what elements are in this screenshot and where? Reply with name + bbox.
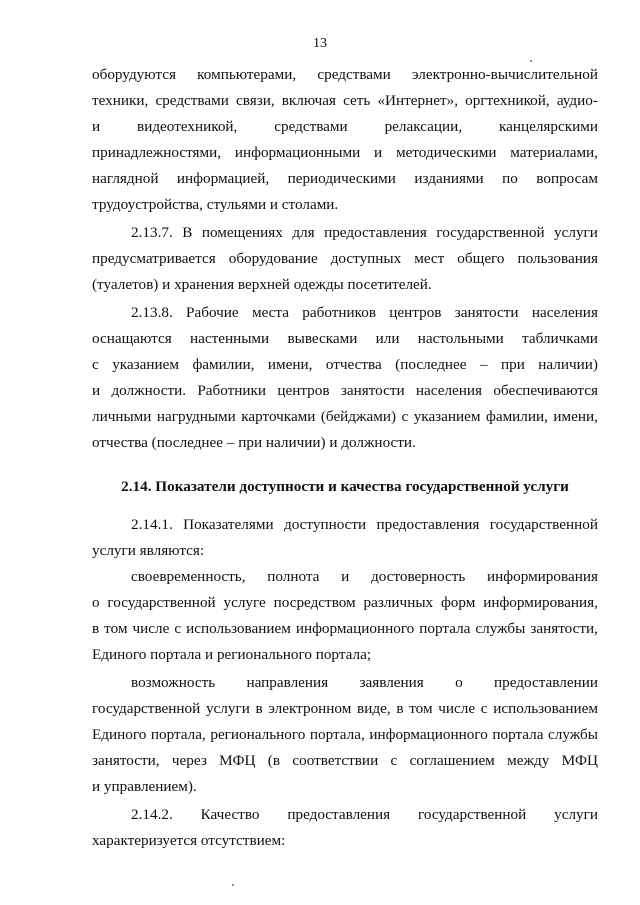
- word: услуге: [223, 594, 266, 611]
- word: по: [502, 170, 518, 187]
- word: портала: [492, 726, 544, 743]
- word: вывесками: [287, 330, 358, 347]
- word: в: [92, 620, 100, 637]
- word: и: [92, 118, 101, 135]
- text-line: [92, 170, 598, 188]
- word: карточками: [241, 408, 316, 425]
- text-line: и управлением).: [92, 778, 197, 795]
- word: использованием: [186, 620, 291, 637]
- word: наличии): [538, 356, 598, 373]
- word: мест: [414, 250, 445, 267]
- word: своевременность,: [131, 568, 246, 585]
- word: информационного: [369, 726, 488, 743]
- word: Рабочие: [186, 304, 239, 321]
- word: имени,: [267, 356, 313, 373]
- text-line: (туалетов) и хранения верхней одежды посетителей.: [92, 276, 432, 293]
- text-line: отчества (последнее – при наличии) и должности.: [92, 434, 416, 451]
- word: виде,: [357, 700, 391, 717]
- word: государственной: [107, 594, 216, 611]
- word: должности.: [111, 382, 187, 399]
- word: предоставления: [287, 806, 391, 823]
- word: изданиями: [414, 170, 484, 187]
- word: и: [374, 144, 383, 161]
- text-line: [92, 330, 598, 348]
- text-line: [131, 516, 598, 534]
- text-line: [92, 700, 598, 718]
- word: информационного: [295, 620, 415, 637]
- text-line: [92, 250, 598, 268]
- word: в: [255, 700, 263, 717]
- word: нагрудными: [156, 408, 236, 425]
- word: МФЦ: [561, 752, 598, 769]
- word: сеть: [343, 92, 371, 109]
- word: о: [92, 594, 100, 611]
- word: направления: [246, 674, 329, 691]
- word: Работники: [197, 382, 267, 399]
- word: с: [401, 408, 409, 425]
- word: 2.14.2.: [131, 806, 173, 823]
- word: «Интернет»,: [377, 92, 459, 109]
- word: занятости,: [92, 752, 160, 769]
- word: отчества: [325, 356, 382, 373]
- word: населения: [531, 304, 598, 321]
- word: том: [409, 700, 433, 717]
- word: с: [174, 620, 182, 637]
- text-line: услуги являются:: [92, 542, 205, 559]
- word: посредством: [273, 594, 356, 611]
- word: МФЦ: [219, 752, 256, 769]
- section-heading: 2.14. Показатели доступности и качества государственной услуги: [121, 478, 569, 495]
- word: через: [171, 752, 207, 769]
- word: между: [507, 752, 550, 769]
- word: материалами,: [510, 144, 598, 161]
- word: средствами: [274, 118, 348, 135]
- text-line: [92, 408, 598, 426]
- word: обеспечиваются: [493, 382, 598, 399]
- word: портала,: [150, 726, 206, 743]
- text-line: [131, 568, 598, 586]
- word: центров: [277, 382, 330, 399]
- word: занятости: [454, 304, 519, 321]
- word: том: [104, 620, 128, 637]
- word: (последнее: [395, 356, 467, 373]
- word: предусматривается: [92, 250, 216, 267]
- word: с: [390, 752, 398, 769]
- word: компьютерами,: [197, 66, 297, 83]
- word: электронно-вычислительной: [412, 66, 598, 83]
- text-line: Единого портала и регионального портала;: [92, 646, 372, 663]
- scan-speck: [232, 884, 234, 886]
- word: канцелярскими: [498, 118, 598, 135]
- word: периодическими: [287, 170, 396, 187]
- word: информирования: [487, 568, 598, 585]
- word: предоставления: [324, 224, 427, 241]
- word: государственной: [92, 700, 201, 717]
- word: населения: [415, 382, 483, 399]
- word: услуги: [554, 806, 598, 823]
- text-line: [92, 144, 598, 162]
- word: настольными: [417, 330, 504, 347]
- word: средствами: [317, 66, 391, 83]
- text-line: [131, 304, 598, 322]
- word: соответствии: [292, 752, 379, 769]
- word: (бейджами): [320, 408, 397, 425]
- word: о: [455, 674, 463, 691]
- text-line: [92, 594, 598, 612]
- word: места: [251, 304, 289, 321]
- word: государственной: [489, 516, 598, 533]
- word: достоверность: [371, 568, 466, 585]
- word: форм: [440, 594, 476, 611]
- text-line: [92, 726, 598, 744]
- word: 2.13.8.: [131, 304, 173, 321]
- text-line: [92, 118, 598, 136]
- word: вопросам: [536, 170, 598, 187]
- word: техники,: [92, 92, 149, 109]
- word: регионального: [210, 726, 306, 743]
- word: помещениях: [201, 224, 283, 241]
- word: оборудование: [228, 250, 318, 267]
- word: указанием: [112, 356, 180, 373]
- text-line: [92, 356, 598, 374]
- word: центров: [389, 304, 442, 321]
- word: видеотехникой,: [137, 118, 238, 135]
- word: портала: [419, 620, 471, 637]
- word: принадлежностями,: [92, 144, 222, 161]
- word: фамилии,: [192, 356, 255, 373]
- word: для: [292, 224, 315, 241]
- word: 2.14.1.: [131, 516, 173, 533]
- word: оборудуются: [92, 66, 176, 83]
- word: в: [396, 700, 404, 717]
- word: настенными: [189, 330, 270, 347]
- text-line: [131, 806, 598, 824]
- word: работников: [302, 304, 377, 321]
- word: информацией,: [176, 170, 270, 187]
- word: оснащаются: [92, 330, 172, 347]
- word: –: [479, 356, 488, 373]
- word: государственной: [436, 224, 545, 241]
- page-number: 13: [313, 36, 327, 51]
- word: занятости: [340, 382, 405, 399]
- word: информационными: [234, 144, 361, 161]
- word: и: [341, 568, 350, 585]
- text-line: трудоустройства, стульями и столами.: [92, 196, 339, 213]
- word: портала,: [309, 726, 365, 743]
- text-line: [131, 674, 598, 692]
- word: числе: [132, 620, 170, 637]
- word: методическими: [395, 144, 497, 161]
- word: числе: [438, 700, 476, 717]
- word: с: [480, 700, 488, 717]
- word: предоставлении: [494, 674, 598, 691]
- word: с: [92, 356, 99, 373]
- word: услуги: [554, 224, 598, 241]
- word: услуги: [205, 700, 250, 717]
- word: указанием: [413, 408, 481, 425]
- word: при: [501, 356, 525, 373]
- word: службы: [548, 726, 598, 743]
- word: релаксации,: [384, 118, 463, 135]
- word: предоставления: [376, 516, 480, 533]
- word: возможность: [131, 674, 216, 691]
- text-line: [92, 92, 598, 110]
- word: или: [375, 330, 400, 347]
- text-line: [92, 620, 598, 638]
- word: фамилии,: [485, 408, 548, 425]
- text-line: [92, 66, 598, 84]
- text-line: [131, 224, 598, 242]
- word: (в: [267, 752, 281, 769]
- word: доступности: [283, 516, 367, 533]
- word: использованием: [493, 700, 598, 717]
- word: полнота: [267, 568, 320, 585]
- word: соглашением: [409, 752, 495, 769]
- word: 2.13.7.: [131, 224, 173, 241]
- text-line: [92, 752, 598, 770]
- word: пользования: [517, 250, 598, 267]
- word: связи,: [236, 92, 275, 109]
- word: службы: [475, 620, 526, 637]
- word: Показателями: [183, 516, 274, 533]
- word: государственной: [418, 806, 527, 823]
- word: аудио-: [556, 92, 598, 109]
- word: доступных: [330, 250, 402, 267]
- word: общего: [457, 250, 505, 267]
- word: В: [182, 224, 193, 241]
- word: занятости,: [530, 620, 598, 637]
- word: табличками: [522, 330, 598, 347]
- word: заявления: [359, 674, 424, 691]
- word: включая: [281, 92, 336, 109]
- text-line: [92, 382, 598, 400]
- word: средствами: [155, 92, 229, 109]
- word: и: [92, 382, 101, 399]
- word: различных: [363, 594, 434, 611]
- word: Единого: [92, 726, 147, 743]
- word: электронном: [268, 700, 352, 717]
- word: оргтехникой,: [465, 92, 550, 109]
- word: имени,: [553, 408, 598, 425]
- scan-speck: [530, 60, 532, 62]
- text-line: характеризуется отсутствием:: [92, 832, 286, 849]
- word: личными: [92, 408, 152, 425]
- word: информирования,: [483, 594, 598, 611]
- word: наглядной: [92, 170, 159, 187]
- word: Качество: [200, 806, 260, 823]
